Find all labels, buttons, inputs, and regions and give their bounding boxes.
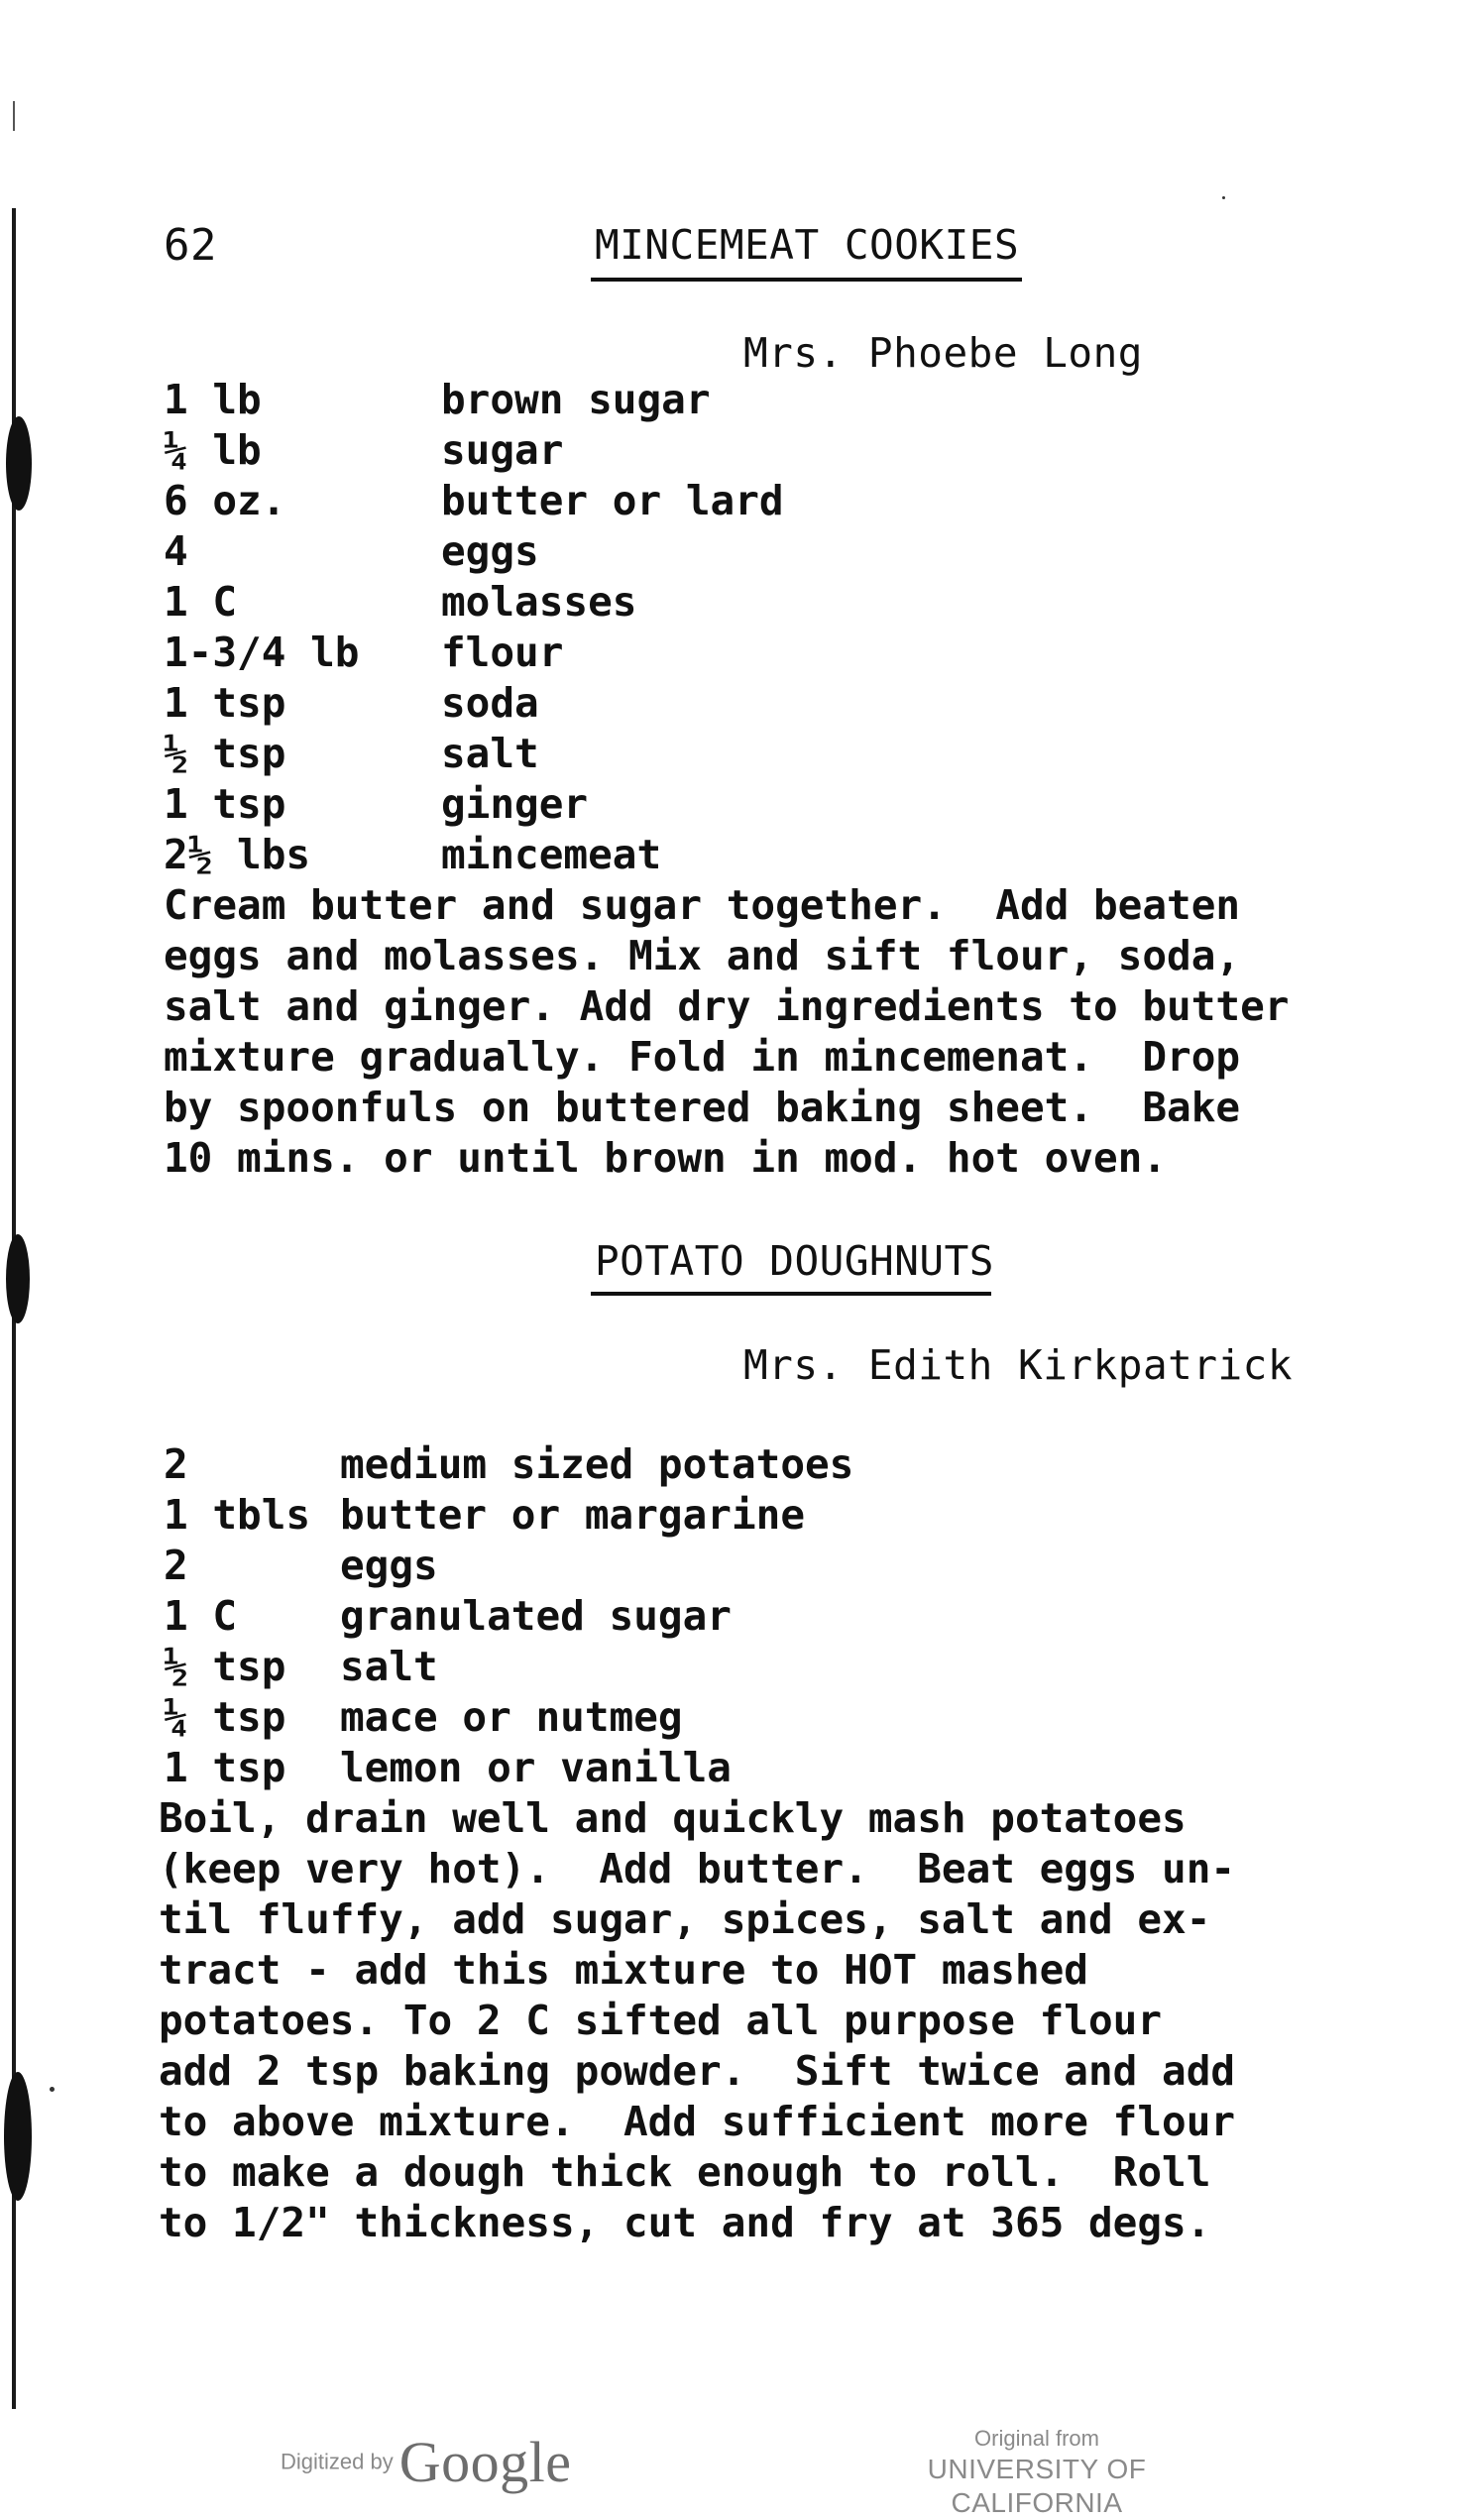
directions-line: til fluffy, add sugar, spices, salt and ex-	[159, 1895, 1211, 1943]
ingredient-name: ginger	[441, 780, 589, 828]
digitized-by-text: Digitized by	[281, 2449, 394, 2474]
speck	[50, 2087, 55, 2092]
directions-line: mixture gradually. Fold in mincemenat. Drop	[164, 1033, 1241, 1081]
directions-line: (keep very hot). Add butter. Beat eggs un-	[159, 1845, 1236, 1892]
ingredient-qty: 1 C	[164, 1592, 238, 1640]
ingredient-name: butter or margarine	[340, 1491, 805, 1539]
digitized-by-watermark	[281, 2429, 571, 2495]
page-number: 62	[164, 220, 217, 271]
ingredient-name: brown sugar	[441, 376, 711, 423]
ingredient-qty: 1 tsp	[164, 780, 286, 828]
scan-mark	[13, 101, 15, 131]
ingredient-name: flour	[441, 629, 564, 676]
university-text: UNIVERSITY OF CALIFORNIA	[927, 2454, 1147, 2518]
ingredient-qty: 1 lb	[164, 376, 262, 423]
recipe-author: Mrs. Phoebe Long	[743, 329, 1143, 377]
ingredient-qty: 1-3/4 lb	[164, 629, 360, 676]
recipe-author: Mrs. Edith Kirkpatrick	[743, 1341, 1294, 1389]
ingredient-name: soda	[441, 679, 539, 727]
ingredient-name: salt	[340, 1643, 438, 1690]
title-underline	[591, 1292, 991, 1296]
directions-line: 10 mins. or until brown in mod. hot oven.	[164, 1134, 1168, 1182]
ingredient-name: salt	[441, 730, 539, 777]
ingredient-name: molasses	[441, 578, 637, 626]
directions-line: eggs and molasses. Mix and sift flour, soda,	[164, 932, 1241, 979]
ingredient-qty: 4	[164, 527, 188, 575]
ingredient-name: mace or nutmeg	[340, 1693, 683, 1741]
ingredient-name: eggs	[340, 1542, 438, 1589]
google-logo: Google	[398, 2430, 572, 2494]
directions-line: to 1/2" thickness, cut and fry at 365 degs.	[159, 2199, 1211, 2246]
recipe-directions	[164, 880, 1289, 1184]
ingredient-qty: 1 C	[164, 578, 238, 626]
title-underline	[591, 278, 1022, 282]
ingredient-name: lemon or vanilla	[340, 1744, 732, 1791]
recipe-title: MINCEMEAT COOKIES	[595, 221, 1020, 269]
directions-line: add 2 tsp baking powder. Sift twice and add	[159, 2047, 1236, 2095]
directions-line: to above mixture. Add sufficient more flour	[159, 2098, 1236, 2145]
directions-line: potatoes. To 2 C sifted all purpose flour	[159, 1997, 1163, 2044]
recipe-directions	[159, 1793, 1235, 2248]
directions-line: Boil, drain well and quickly mash potatoes	[159, 1794, 1187, 1842]
ingredient-name: granulated sugar	[340, 1592, 732, 1640]
directions-line: to make a dough thick enough to roll. Roll	[159, 2148, 1211, 2196]
ingredient-name: mincemeat	[441, 831, 662, 878]
ingredient-qty: ½ tsp	[164, 1643, 286, 1690]
binding-blot	[6, 416, 32, 511]
ingredient-name: eggs	[441, 527, 539, 575]
directions-line: by spoonfuls on buttered baking sheet. Bake	[164, 1084, 1241, 1131]
ingredient-qty: ¼ lb	[164, 426, 262, 474]
ingredient-qty: 1 tsp	[164, 1744, 286, 1791]
ingredient-qty: 1 tbls	[164, 1491, 311, 1539]
original-from-text: Original from	[974, 2426, 1099, 2451]
ingredient-name: butter or lard	[441, 477, 784, 524]
binding-blot	[4, 2072, 32, 2201]
original-from-watermark	[858, 2425, 1215, 2520]
ingredient-qty: 6 oz.	[164, 477, 286, 524]
ingredient-qty: 2	[164, 1542, 188, 1589]
recipe-title: POTATO DOUGHNUTS	[595, 1237, 994, 1285]
directions-line: salt and ginger. Add dry ingredients to butter	[164, 982, 1290, 1030]
ingredient-qty: ¼ tsp	[164, 1693, 286, 1741]
ingredient-qty: 1 tsp	[164, 679, 286, 727]
ingredient-name: medium sized potatoes	[340, 1440, 854, 1488]
ingredient-name: sugar	[441, 426, 564, 474]
directions-line: tract - add this mixture to HOT mashed	[159, 1946, 1088, 1994]
speck	[1222, 196, 1225, 199]
binding-blot	[6, 1234, 30, 1323]
directions-line: Cream butter and sugar together. Add beaten	[164, 881, 1241, 929]
ingredient-qty: ½ tsp	[164, 730, 286, 777]
ingredient-qty: 2½ lbs	[164, 831, 311, 878]
ingredient-qty: 2	[164, 1440, 188, 1488]
